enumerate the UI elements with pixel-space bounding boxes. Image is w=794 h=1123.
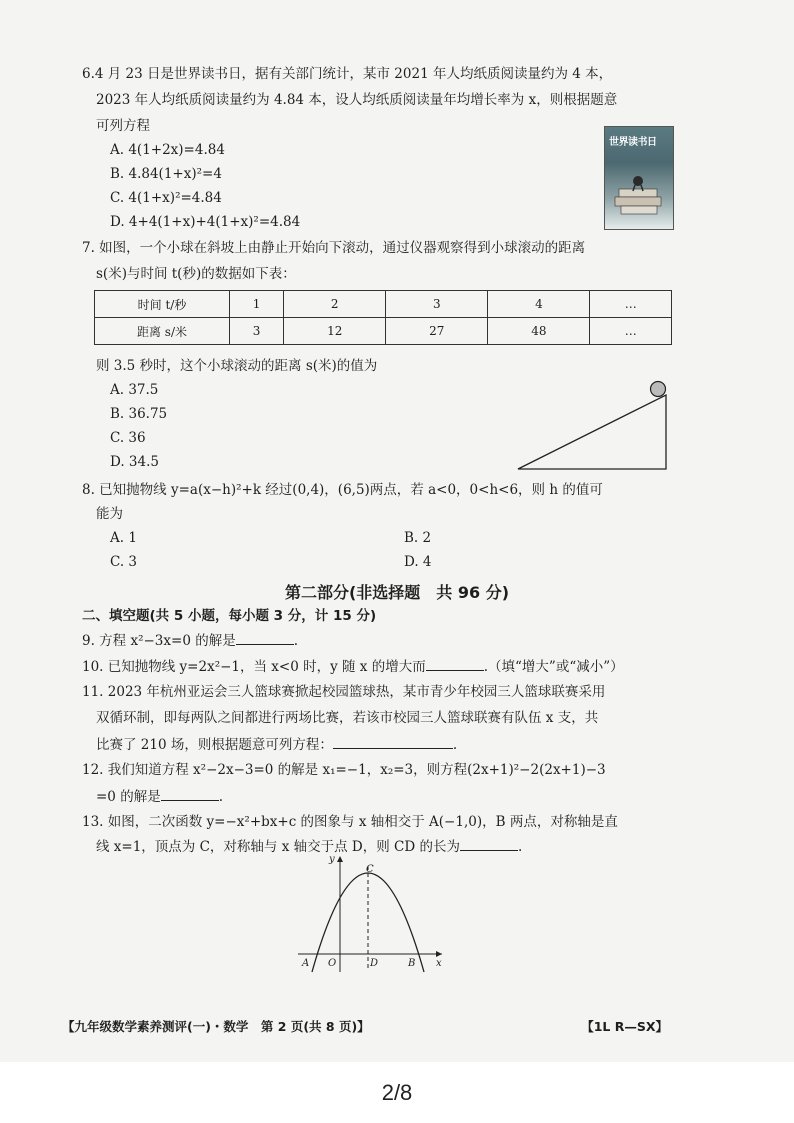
q6-option-a: A. 4(1+2x)=4.84 <box>110 142 225 158</box>
table-row <box>95 318 672 345</box>
q11-line3 <box>96 734 457 755</box>
q10-answer-blank[interactable] <box>426 656 484 671</box>
book-image-title: 世界读书日 <box>609 137 657 148</box>
book-stack-illustration <box>605 127 673 229</box>
q11-line1: 11. 2023 年杭州亚运会三人篮球赛掀起校园篮球热，某市青少年校园三人篮球联赛采用 <box>82 684 606 700</box>
slope-triangle <box>518 395 666 469</box>
x-axis-label: x <box>436 958 442 969</box>
q9 <box>82 630 298 651</box>
q12-answer-blank[interactable] <box>161 786 219 801</box>
q6-option-b: B. 4.84(1+x)²=4 <box>110 166 222 182</box>
section-subtitle: 二、填空题(共 5 小题，每小题 3 分，计 15 分) <box>82 608 377 624</box>
q11-answer-blank[interactable] <box>333 734 453 749</box>
q7-option-b: B. 36.75 <box>110 406 168 422</box>
q6-option-c: C. 4(1+x)²=4.84 <box>110 190 222 206</box>
q9-end: . <box>293 633 298 649</box>
parabola-figure <box>292 852 452 976</box>
q7-line1: 7. 如图，一个小球在斜坡上由静止开始向下滚动，通过仪器观察得到小球滚动的距离 <box>82 240 586 256</box>
table-cell: 4 <box>488 291 590 318</box>
table-cell: 1 <box>230 291 284 318</box>
section-title: 第二部分(非选择题 共 96 分) <box>284 583 510 602</box>
footer-right: 【1L R—SX】 <box>581 1019 668 1034</box>
q8-option-c: C. 3 <box>110 554 138 570</box>
point-b-label: B <box>408 958 416 969</box>
table-cell: 12 <box>284 318 386 345</box>
footer-left: 【九年级数学素养测评(一)・数学 第 2 页(共 8 页)】 <box>62 1019 370 1034</box>
q12-line2 <box>96 786 223 807</box>
q13-end: . <box>517 839 523 855</box>
q10-text: 10. 已知抛物线 y=2x²−1，当 x<0 时，y 随 x 的增大而 <box>82 659 426 675</box>
q6-option-d: D. 4+4(1+x)+4(1+x)²=4.84 <box>110 214 301 230</box>
q8-option-b: B. 2 <box>404 530 432 546</box>
table-cell: 距离 s/米 <box>95 318 230 345</box>
q10 <box>82 656 624 677</box>
point-d-label: D <box>370 958 379 969</box>
table-cell: … <box>590 318 672 345</box>
q7-line2: s(米)与时间 t(秒)的数据如下表： <box>96 266 296 282</box>
q6-line2: 2023 年人均纸质阅读量约为 4.84 本，设人均纸质阅读量年均增长率为 x，则根据题意 <box>96 92 618 108</box>
q10-end: .（填“增大”或“减小”） <box>483 659 624 675</box>
q12-line1: 12. 我们知道方程 x²−2x−3=0 的解是 x₁=−1，x₂=3，则方程(2x+1)²−2(2x+1)−3 <box>82 762 606 778</box>
q6-line1: 6.4 月 23 日是世界读书日，据有关部门统计，某市 2021 年人均纸质阅读量约为 4 本， <box>82 66 613 82</box>
ball-shape <box>651 382 666 397</box>
q9-answer-blank[interactable] <box>236 630 294 645</box>
q6-line3: 可列方程 <box>96 118 150 134</box>
y-axis-label: y <box>329 854 335 865</box>
table-cell: 48 <box>488 318 590 345</box>
table-cell: 2 <box>284 291 386 318</box>
q11-line2: 双循环制，即每两队之间都进行两场比赛，若该市校园三人篮球联赛有队伍 x 支，共 <box>96 710 599 726</box>
q13-answer-blank[interactable] <box>460 836 518 851</box>
q13-text: 线 x=1，顶点为 C，对称轴与 x 轴交于点 D，则 CD 的长为 <box>96 839 460 855</box>
q12-text: =0 的解是 <box>96 789 161 805</box>
world-book-day-image <box>604 126 674 230</box>
table-cell: … <box>590 291 672 318</box>
q7-option-d: D. 34.5 <box>110 454 159 470</box>
q8-option-d: D. 4 <box>404 554 432 570</box>
q13-line1: 13. 如图，二次函数 y=−x²+bx+c 的图象与 x 轴相交于 A(−1,0)，B 两点，对称轴是直 <box>82 814 618 830</box>
q8-line2: 能为 <box>96 506 123 522</box>
page-indicator: 2/8 <box>381 1080 413 1105</box>
q11-end: . <box>452 737 458 753</box>
slope-diagram <box>512 376 674 472</box>
time-distance-table <box>94 290 672 345</box>
table-row <box>95 291 672 318</box>
q7-question: 则 3.5 秒时，这个小球滚动的距离 s(米)的值为 <box>96 358 378 374</box>
q8-option-a: A. 1 <box>110 530 137 546</box>
q7-option-a: A. 37.5 <box>110 382 159 398</box>
table-cell: 时间 t/秒 <box>95 291 230 318</box>
q7-option-c: C. 36 <box>110 430 146 446</box>
point-a-label: A <box>302 958 310 969</box>
q9-text: 9. 方程 x²−3x=0 的解是 <box>82 633 236 649</box>
table-cell: 3 <box>230 318 284 345</box>
table-cell: 27 <box>386 318 488 345</box>
table-cell: 3 <box>386 291 488 318</box>
q11-text: 比赛了 210 场，则根据题意可列方程： <box>96 737 333 753</box>
q12-end: . <box>218 789 223 805</box>
q8-line1: 8. 已知抛物线 y=a(x−h)²+k 经过(0,4)，(6,5)两点，若 a<0，0<h<6，则 h 的值可 <box>82 482 603 498</box>
origin-label: O <box>328 958 337 969</box>
point-c-label: C <box>366 864 374 875</box>
